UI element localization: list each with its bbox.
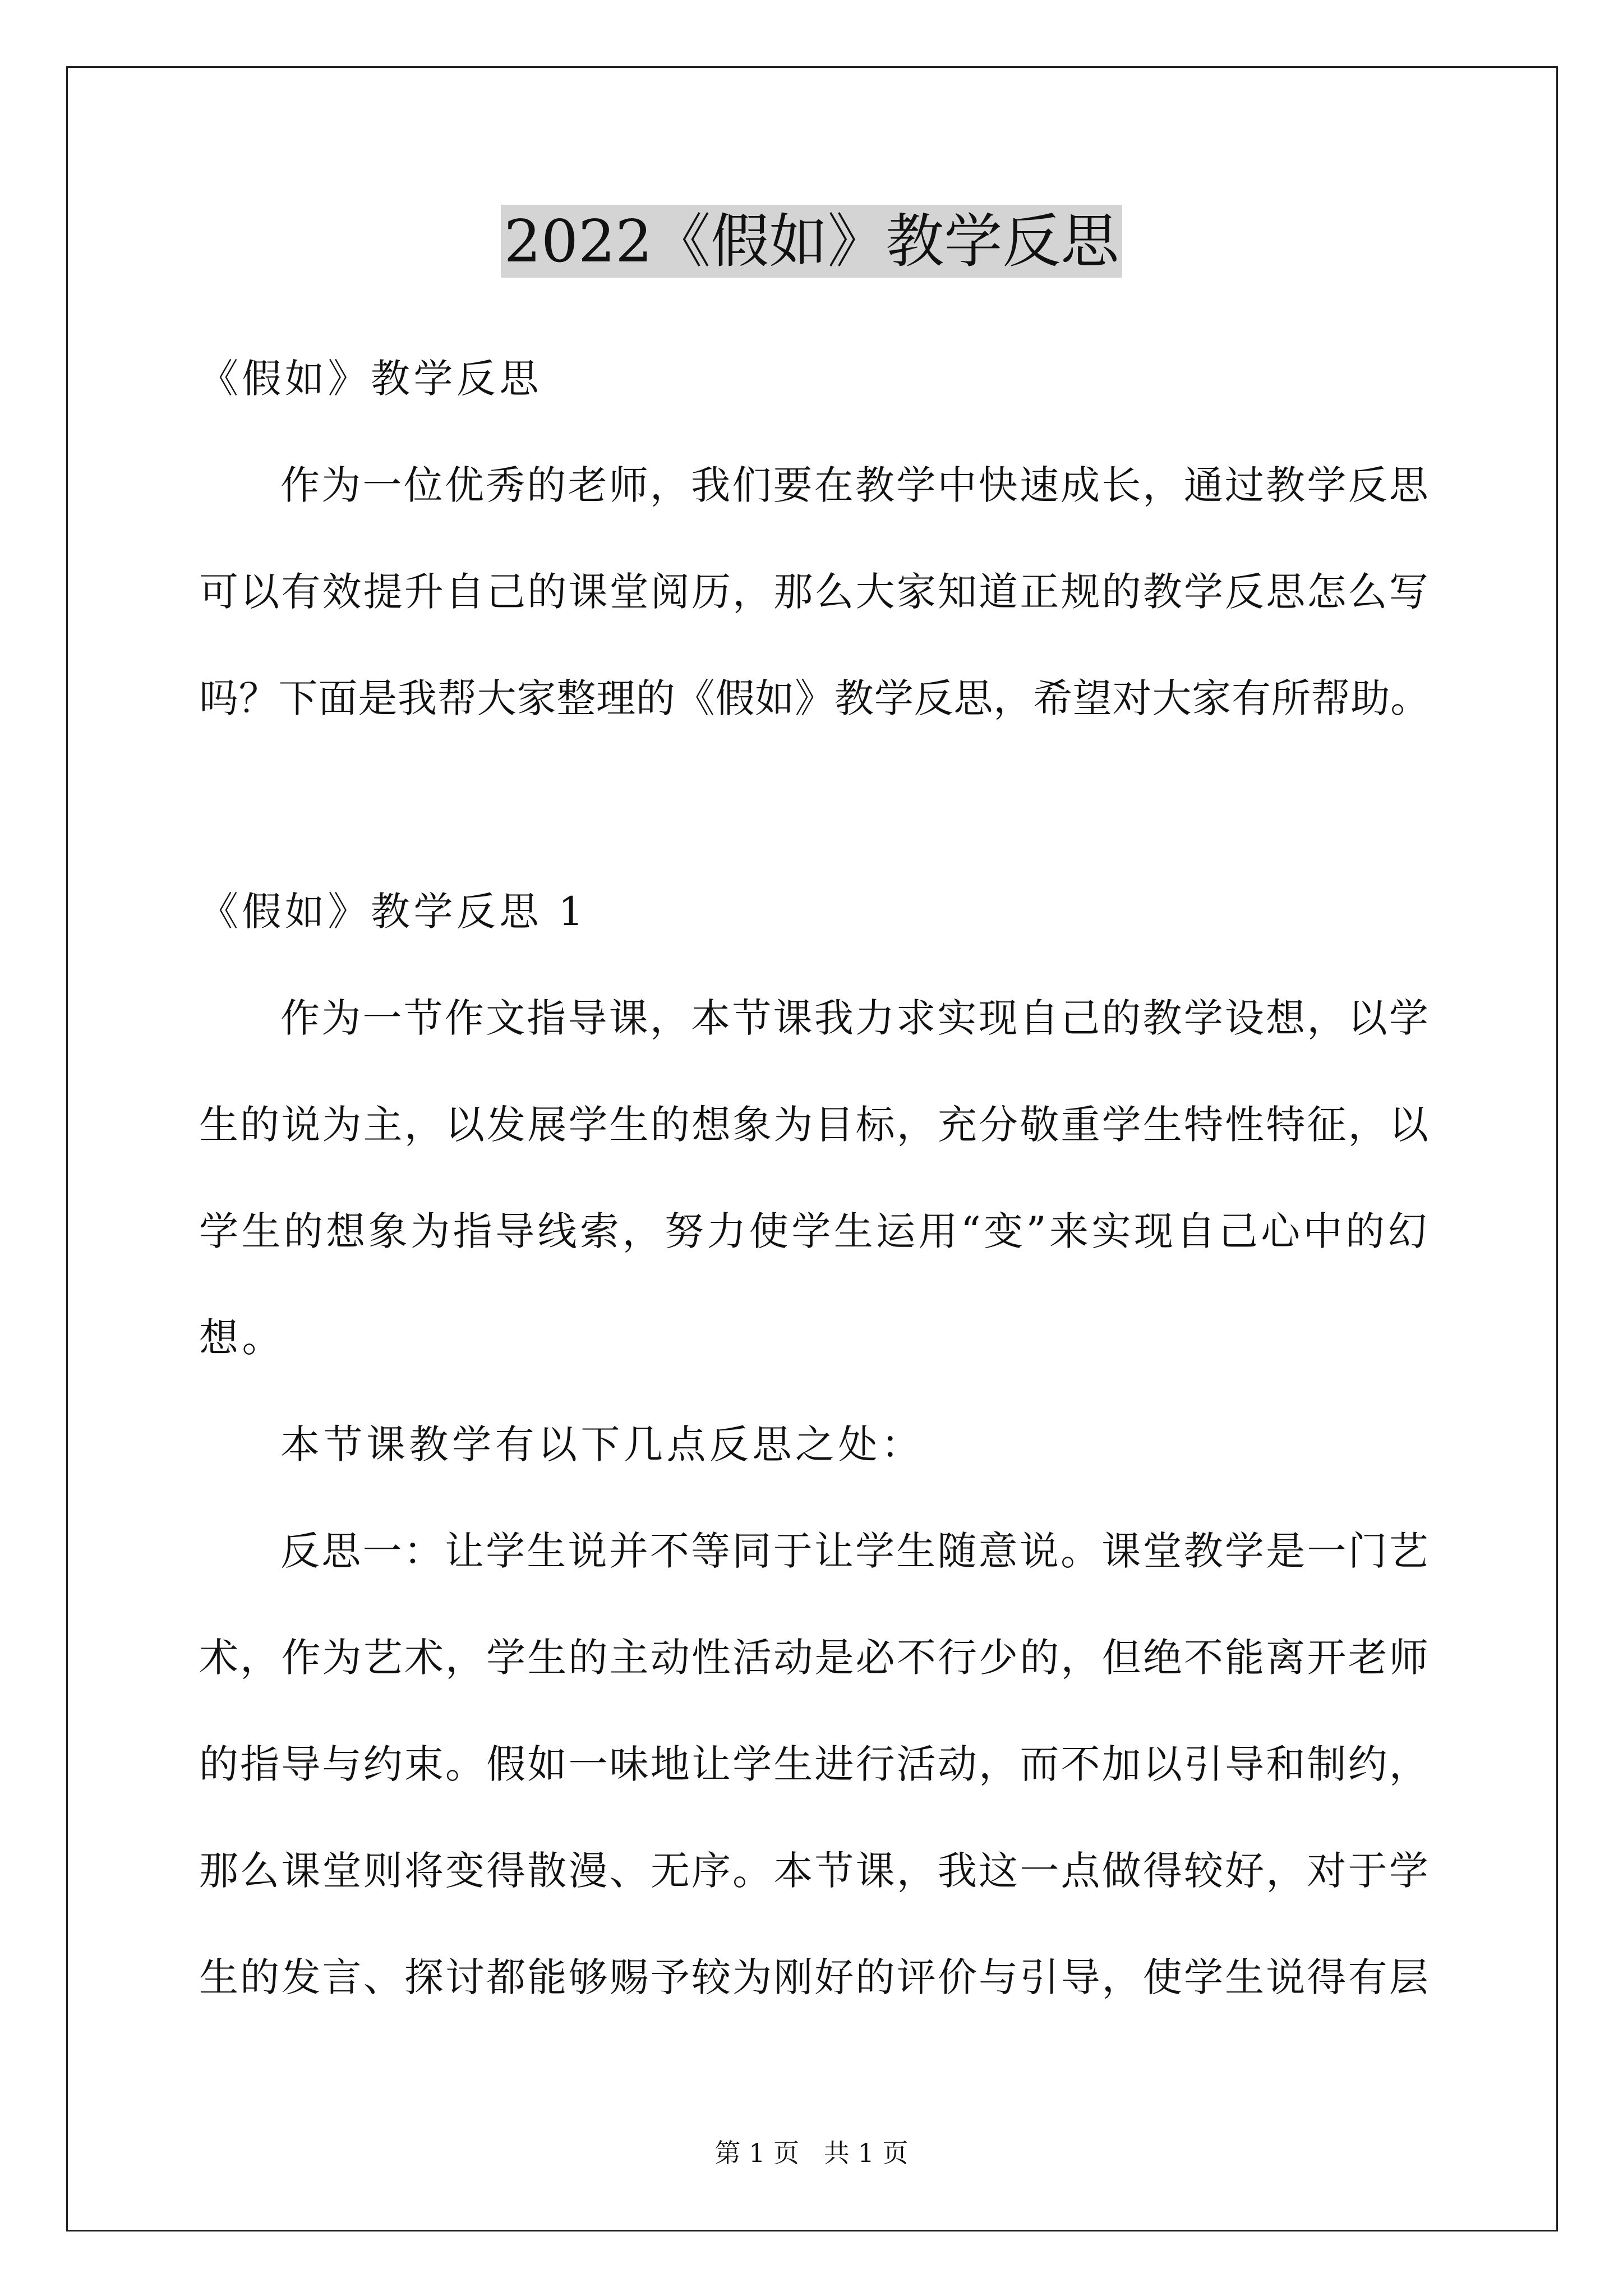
subtitle: 《假如》教学反思	[199, 356, 542, 402]
para3-line-2: 术，作为艺术，学生的主动性活动是必不行少的，但绝不能离开老师	[199, 1635, 1430, 1681]
para1-line-3: 学生的想象为指导线索，努力使学生运用“变”来实现自己心中的幻	[199, 1208, 1430, 1254]
para1-line-2: 生的说为主，以发展学生的想象为目标，充分敬重学生特性特征，以	[199, 1102, 1430, 1148]
intro-line-3: 吗？下面是我帮大家整理的《假如》教学反思，希望对大家有所帮助。	[199, 675, 1430, 721]
section-heading: 《假如》教学反思 1	[199, 889, 587, 935]
intro-line-1: 作为一位优秀的老师，我们要在教学中快速成长，通过教学反思	[280, 462, 1430, 508]
para3-line-4: 那么课堂则将变得散漫、无序。本节课，我这一点做得较好，对于学	[199, 1848, 1430, 1894]
intro-line-2: 可以有效提升自己的课堂阅历，那么大家知道正规的教学反思怎么写	[199, 569, 1430, 615]
para3-line-1: 反思一：让学生说并不等同于让学生随意说。课堂教学是一门艺	[280, 1528, 1430, 1574]
para3-line-5: 生的发言、探讨都能够赐予较为刚好的评价与引导，使学生说得有层	[199, 1954, 1430, 2000]
para1-line-1: 作为一节作文指导课，本节课我力求实现自己的教学设想，以学	[280, 995, 1430, 1041]
para3-line-3: 的指导与约束。假如一味地让学生进行活动，而不加以引导和制约，	[199, 1741, 1430, 1787]
page-footer: 第 1 页 共 1 页	[714, 2138, 909, 2168]
para2-line: 本节课教学有以下几点反思之处：	[280, 1421, 924, 1467]
document-title: 2022《假如》教学反思	[0, 202, 1623, 280]
para1-line-4: 想。	[199, 1315, 285, 1361]
